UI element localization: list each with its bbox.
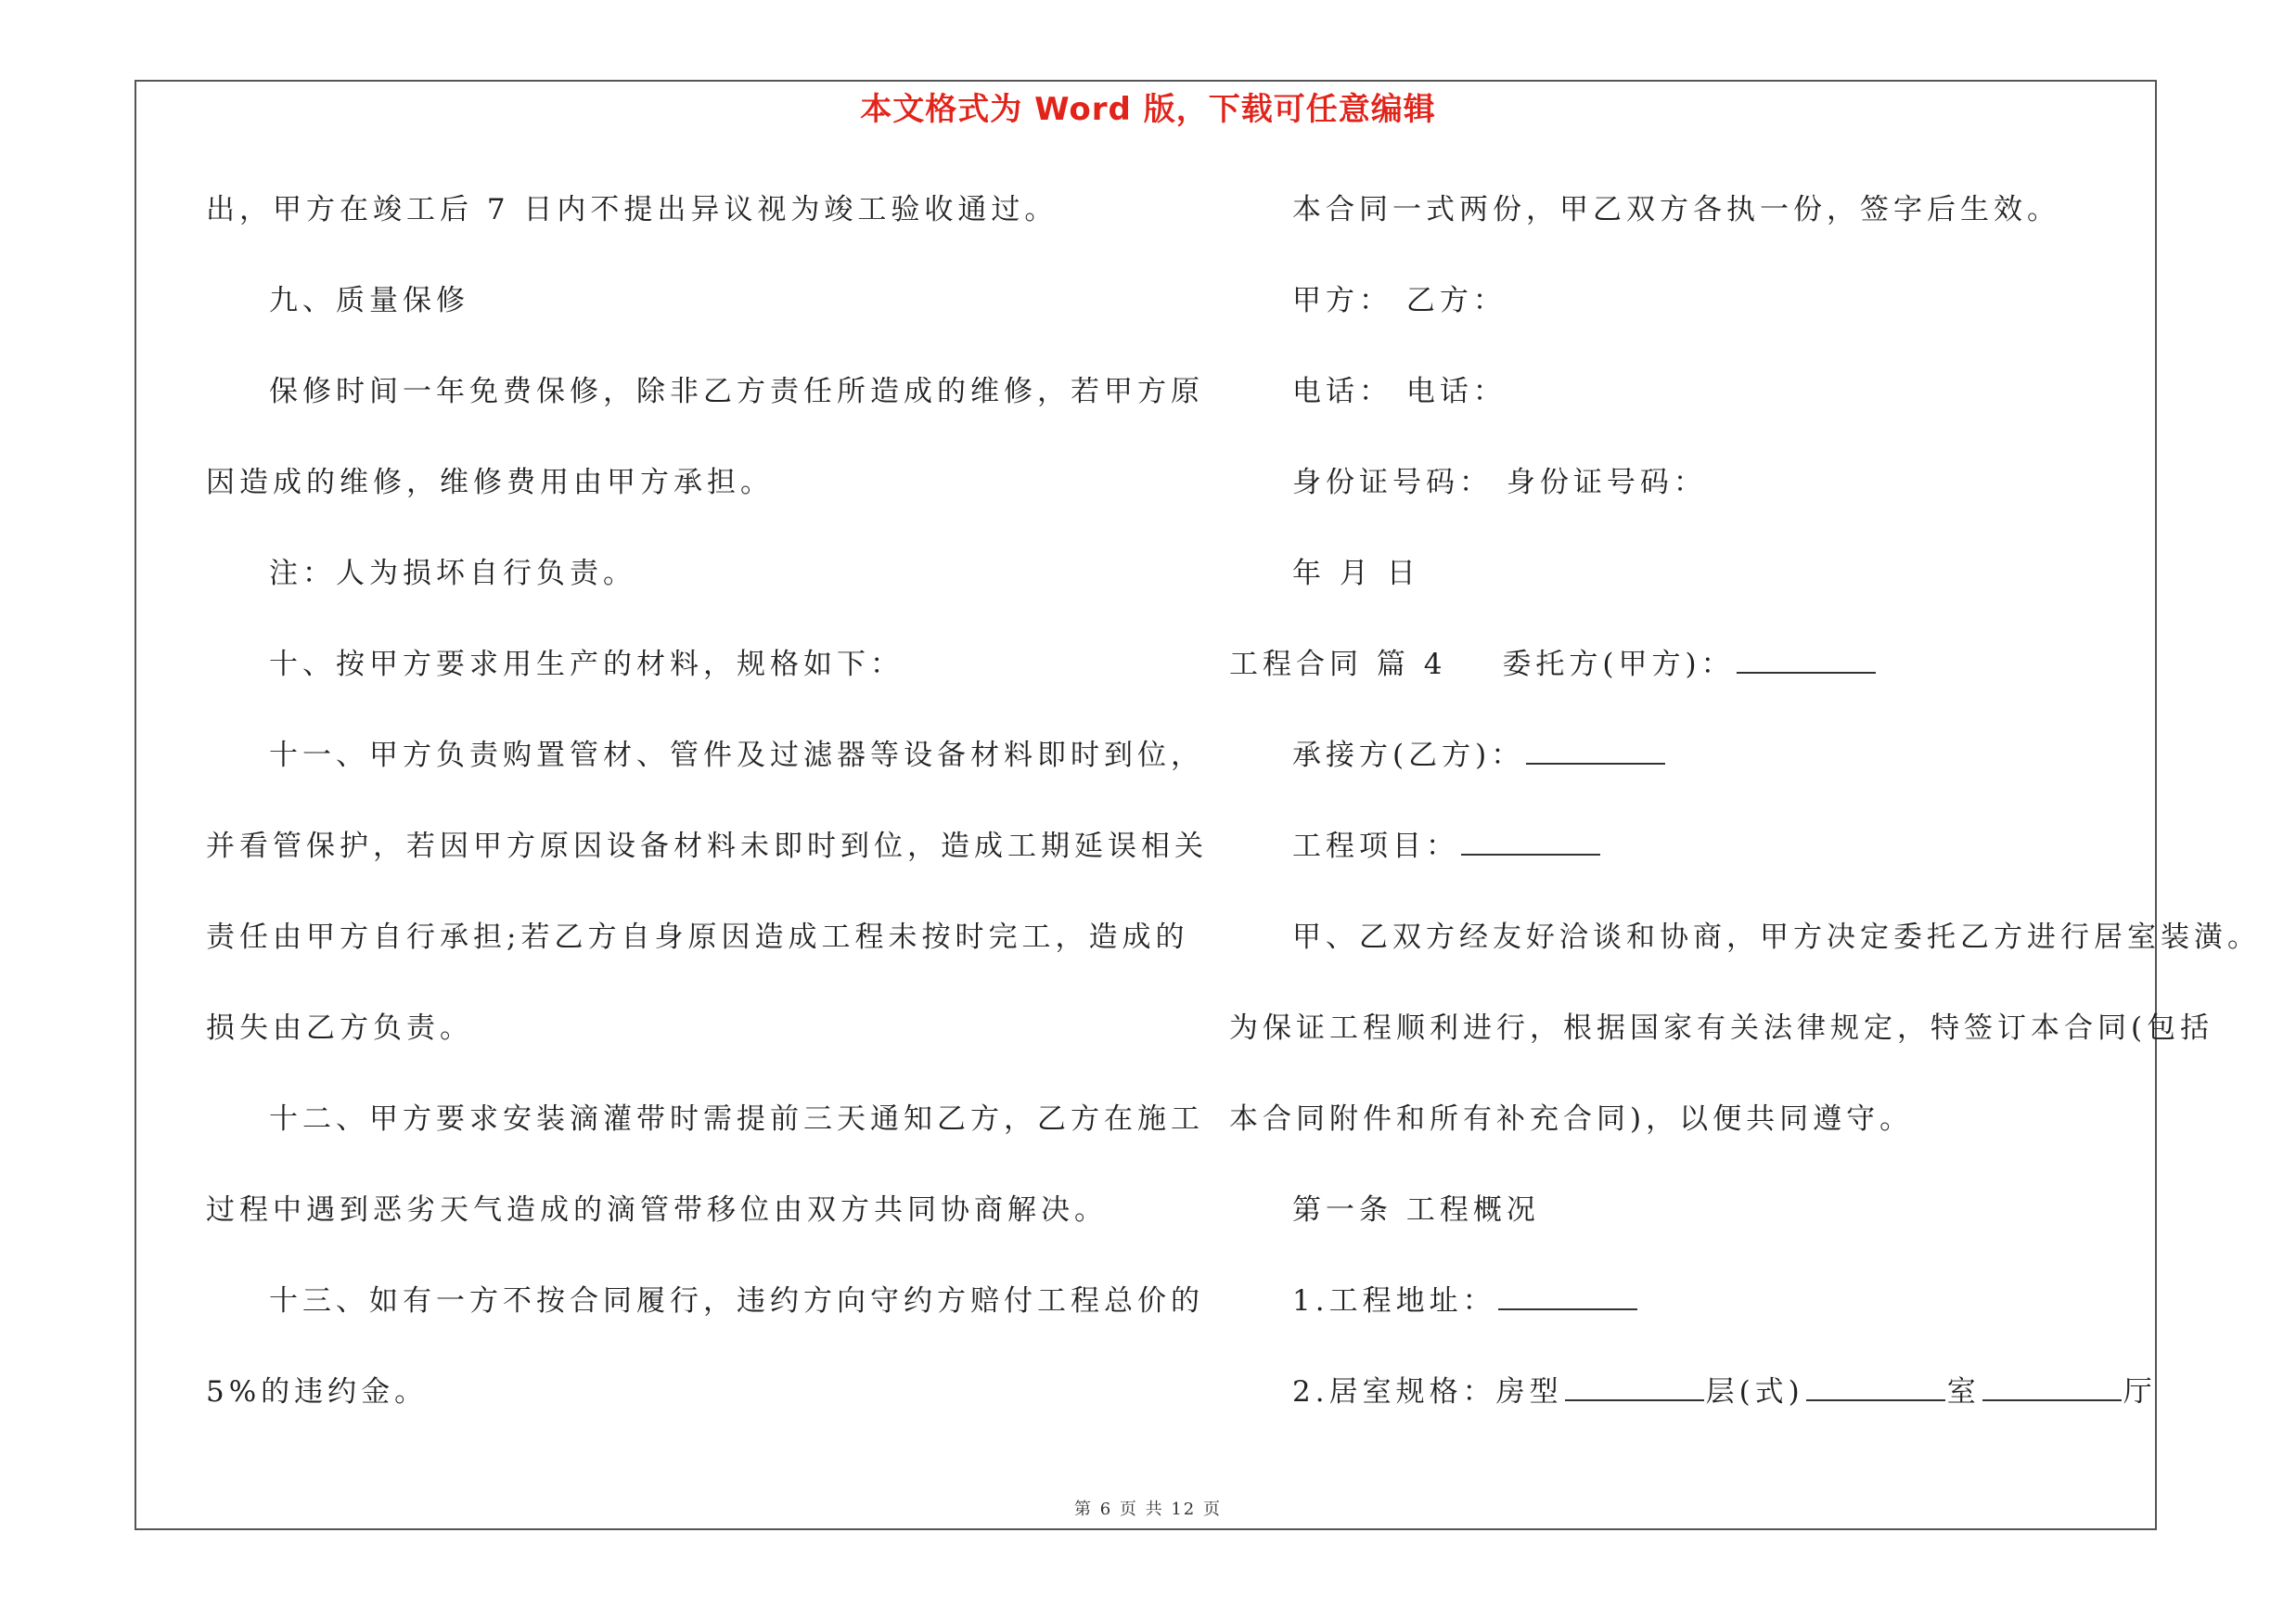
room-spec-line [1229,1364,2161,1455]
contractor-label: 承接方(乙方)： [1292,739,1525,772]
project-line [1229,818,2161,909]
intro-line: 甲、乙双方经友好洽谈和协商，甲方决定委托乙方进行居室装潢。 [1292,921,2261,954]
address-line [1229,1273,2161,1364]
project-label: 工程项目： [1292,830,1459,863]
format-notice: 本文格式为 Word 版，下载可任意编辑 [860,91,1436,128]
paragraph-line: 因造成的维修，维修费用由甲方承担。 [206,466,774,499]
contract-title: 工程合同 篇 4 [1229,648,1447,681]
client-blank [1737,638,1876,674]
effect-clause: 本合同一式两份，甲乙双方各执一份，签字后生效。 [1292,193,2060,226]
paragraph-line: 出，甲方在竣工后 7 日内不提出异议视为竣工验收通过。 [206,193,1058,226]
page-number: 第 6 页 共 12 页 [1074,1500,1222,1519]
section-heading-quality-warranty: 九、质量保修 [269,284,469,317]
intro-line: 为保证工程顺利进行，根据国家有关法律规定，特签订本合同(包括 [1229,1011,2214,1045]
spec-hall: 厅 [2123,1375,2157,1409]
intro-line: 本合同附件和所有补充合同)，以便共同遵守。 [1229,1102,1914,1136]
spec-type-blank [1565,1366,1704,1401]
right-column [1229,182,2261,1455]
spec-floor-blank [1806,1366,1945,1401]
spec-floor: 层(式) [1705,1375,1804,1409]
id-number-line: 身份证号码： 身份证号码： [1292,466,1707,499]
paragraph-line: 并看管保护，若因甲方原因设备材料未即时到位，造成工期延误相关 [206,830,1208,863]
contractor-line [1229,728,2161,818]
left-column [206,182,1208,1455]
party-signature-line: 甲方： 乙方： [1292,284,1507,317]
paragraph-line: 5%的违约金。 [206,1375,429,1409]
paragraph-line: 十三、如有一方不按合同履行，违约方向守约方赔付工程总价的 [269,1284,1204,1318]
address-label: 1.工程地址： [1292,1284,1496,1318]
paragraph-line: 保修时间一年免费保修，除非乙方责任所造成的维修，若甲方原 [269,375,1204,408]
paragraph-line: 十二、甲方要求安装滴灌带时需提前三天通知乙方，乙方在施工 [269,1102,1204,1136]
project-blank [1461,820,1600,856]
contractor-blank [1526,729,1665,765]
paragraph-line: 十、按甲方要求用生产的材料，规格如下： [269,648,904,681]
date-line: 年 月 日 [1292,557,1420,590]
paragraph-line: 责任由甲方自行承担;若乙方自身原因造成工程未按时完工，造成的 [206,921,1189,954]
paragraph-line: 注：人为损坏自行负责。 [269,557,636,590]
client-label: 委托方(甲方)： [1502,648,1735,681]
phone-line: 电话： 电话： [1292,375,1507,408]
paragraph-line: 过程中遇到恶劣天气造成的滴管带移位由双方共同协商解决。 [206,1193,1108,1227]
article-heading: 第一条 工程概况 [1292,1193,1540,1227]
contract-title-line [1229,637,2161,728]
spec-room: 室 [1946,1375,1981,1409]
spec-label: 2.居室规格：房型 [1292,1375,1563,1409]
paragraph-line: 损失由乙方负责。 [206,1011,473,1045]
paragraph-line: 十一、甲方负责购置管材、管件及过滤器等设备材料即时到位， [269,739,1204,772]
address-blank [1498,1275,1637,1310]
spec-room-blank [1982,1366,2122,1401]
